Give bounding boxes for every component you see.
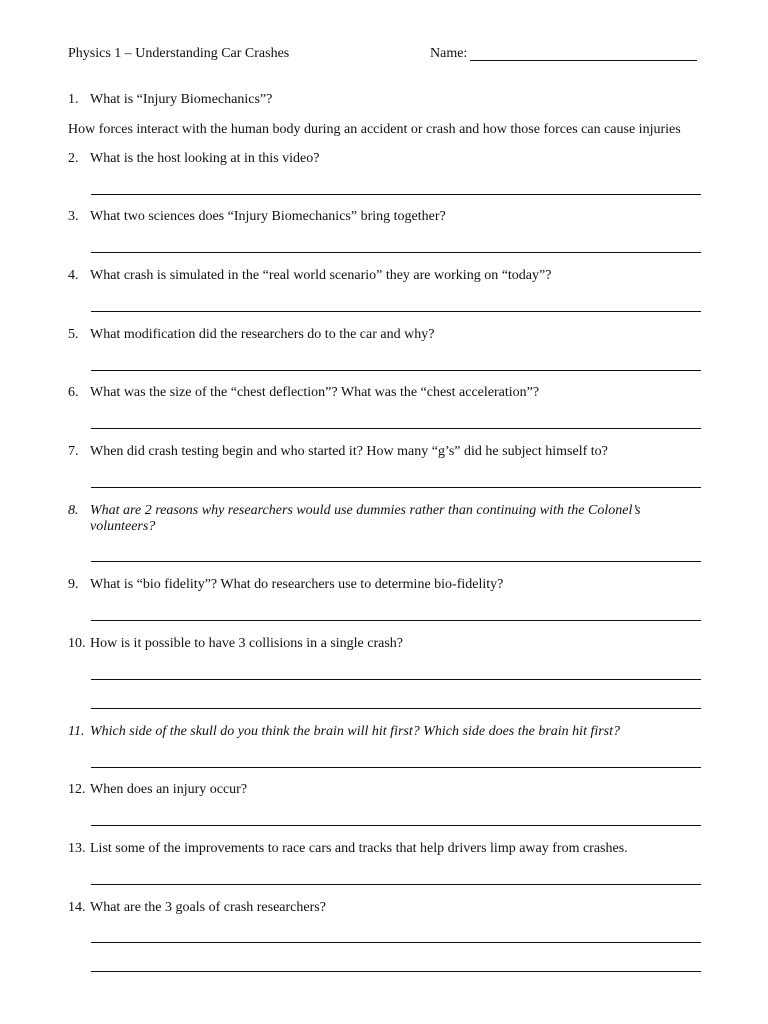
question-number: 1. <box>68 92 79 107</box>
question-text: What is “Injury Biomechanics”? <box>90 92 273 107</box>
worksheet-title: Physics 1 – Understanding Car Crashes <box>68 46 290 61</box>
answer-line <box>91 194 701 195</box>
answer-line <box>91 561 701 562</box>
question-number: 5. <box>68 327 79 342</box>
question-11 <box>68 724 708 740</box>
answer-line <box>91 971 701 972</box>
question-text: List some of the improvements to race cars and tracks that help drivers limp away from crashes. <box>90 841 628 856</box>
answer-line <box>91 825 701 826</box>
question-2 <box>68 151 708 167</box>
question-7 <box>68 444 708 460</box>
question-number: 11. <box>68 724 85 739</box>
question-text: What is “bio fidelity”? What do researchers use to determine bio-fidelity? <box>90 577 504 592</box>
answer-line <box>91 679 701 680</box>
question-number: 12. <box>68 782 86 797</box>
answer-line <box>91 767 701 768</box>
question-1 <box>68 92 708 108</box>
name-label: Name: <box>430 46 468 61</box>
question-text: What are 2 reasons why researchers would use dummies rather than continuing with the Colonel’s volunteers? <box>90 503 641 534</box>
question-text: What are the 3 goals of crash researchers? <box>90 900 326 915</box>
question-text: When does an injury occur? <box>90 782 248 797</box>
question-5 <box>68 327 708 343</box>
question-text: What crash is simulated in the “real world scenario” they are working on “today”? <box>90 268 552 283</box>
question-number: 3. <box>68 209 79 224</box>
question-6 <box>68 385 708 401</box>
question-number: 13. <box>68 841 86 856</box>
answer-line <box>91 942 701 943</box>
question-number: 10. <box>68 636 86 651</box>
answer-line <box>91 428 701 429</box>
question-number: 7. <box>68 444 79 459</box>
question-number: 2. <box>68 151 79 166</box>
question-10 <box>68 636 708 652</box>
question-8 <box>68 503 708 535</box>
question-14 <box>68 900 708 916</box>
question-3 <box>68 209 708 225</box>
question-13 <box>68 841 708 857</box>
question-number: 4. <box>68 268 79 283</box>
answer-line <box>91 252 701 253</box>
answer-line <box>91 708 701 709</box>
question-number: 8. <box>68 503 79 518</box>
answer-line <box>91 311 701 312</box>
answer-line <box>91 884 701 885</box>
question-12 <box>68 782 708 798</box>
question-text: What was the size of the “chest deflection”? What was the “chest acceleration”? <box>90 385 540 400</box>
question-number: 6. <box>68 385 79 400</box>
answer-line <box>91 370 701 371</box>
answer-line <box>91 487 701 488</box>
question-text: What modification did the researchers do to the car and why? <box>90 327 435 342</box>
question-number: 14. <box>68 900 86 915</box>
question-text: What is the host looking at in this video? <box>90 151 320 166</box>
name-blank-line <box>470 60 697 61</box>
question-text: When did crash testing begin and who started it? How many “g’s” did he subject himself to? <box>90 444 608 459</box>
question-9 <box>68 577 708 593</box>
question-text: Which side of the skull do you think the brain will hit first? Which side does the brain hit first? <box>90 724 621 739</box>
answer-line <box>91 620 701 621</box>
question-text: What two sciences does “Injury Biomechanics” bring together? <box>90 209 446 224</box>
question-number: 9. <box>68 577 79 592</box>
question-4 <box>68 268 708 284</box>
answer-1-text: How forces interact with the human body during an accident or crash and how those forces can cause injuries <box>68 122 681 137</box>
question-text: How is it possible to have 3 collisions in a single crash? <box>90 636 404 651</box>
